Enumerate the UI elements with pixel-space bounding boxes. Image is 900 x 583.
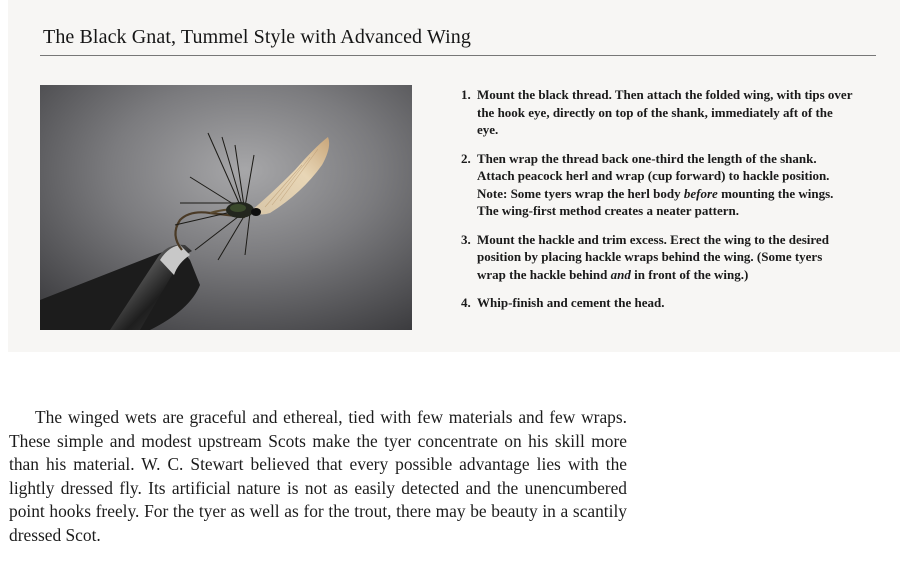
step-emphasis: before xyxy=(683,185,718,201)
step-number: 2. xyxy=(461,150,471,166)
page-title: The Black Gnat, Tummel Style with Advanced Wing xyxy=(43,26,471,48)
step-item xyxy=(461,294,853,312)
step-item xyxy=(461,150,853,220)
step-text: Whip-finish and cement the head. xyxy=(477,295,665,310)
step-item xyxy=(461,231,853,284)
step-number: 3. xyxy=(461,231,471,247)
body-paragraph: The winged wets are graceful and ethereal, tied with few materials and few wraps. These simple and modest upstream Scots make the tyer concentrate on his skill more than his material. W. C. Stewart believed that every possible advantage lies with the lightly dressed fly. Its artificial nature is not as easily detected and the unencumbered point hooks freely. For the tyer as well as for the trout, there may be beauty in a scantily dressed Scot. xyxy=(9,407,627,545)
title-rule xyxy=(40,55,876,56)
step-text: Mount the hackle and trim excess. Erect the wing to the desired position by placing hackle wraps behind the wing. (Some tyers wrap the hackle behind and in front of the wing.) xyxy=(477,231,829,282)
fly-photo xyxy=(40,85,412,330)
step-emphasis: and xyxy=(610,266,631,282)
step-item xyxy=(461,86,853,139)
step-number: 1. xyxy=(461,87,471,102)
step-number: 4. xyxy=(461,295,471,310)
fly-tying-vise-photo xyxy=(40,85,412,330)
instruction-steps xyxy=(461,86,853,323)
step-text: Mount the black thread. Then attach the folded wing, with tips over the hook eye, directly on top of the shank, immediately aft of the eye. xyxy=(477,87,853,137)
step-text: Then wrap the thread back one-third the length of the shank. Attach peacock herl and wrap (cup forward) to hackle position. Note: Some tyers wrap the herl body before mounting the wings. The wing-first method creates a neater pattern. xyxy=(477,150,834,218)
